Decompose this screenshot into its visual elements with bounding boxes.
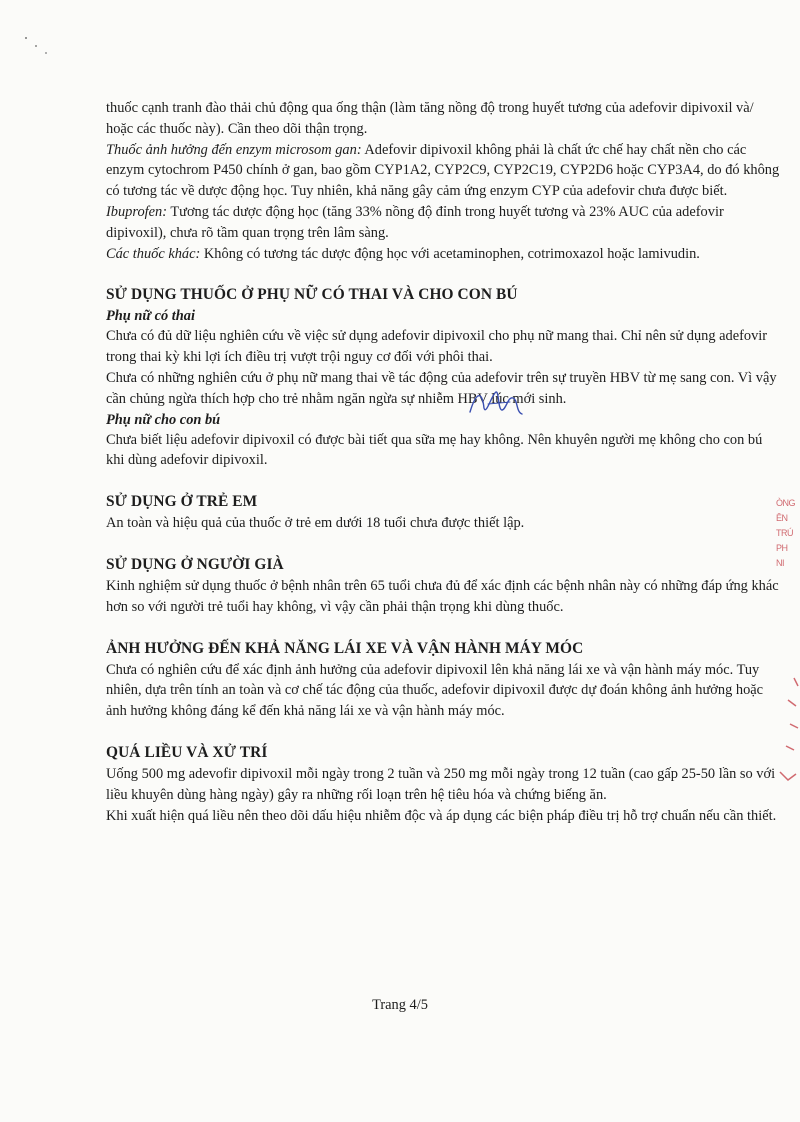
section-title-overdose: QUÁ LIỀU VÀ XỬ TRÍ bbox=[106, 743, 268, 761]
elderly-paragraph: Kinh nghiệm sử dụng thuốc ở bệnh nhân trên 65 tuổi chưa đủ để xác định các bệnh nhân này có những đáp ứng khác hơn so với người trẻ tuổi hay không, vì vậy cần phải thận trọng khi dùng thuốc. bbox=[106, 577, 779, 615]
overdose-paragraph-2: Khi xuất hiện quá liều nên theo dõi dấu hiệu nhiễm độc và áp dụng các biện pháp điều trị hỗ trợ chuẩn nếu cần thiết. bbox=[106, 807, 777, 824]
stamp-text: ÒNG bbox=[776, 498, 796, 508]
stamp-text: ÊN bbox=[776, 513, 788, 523]
stamp-fragment bbox=[776, 496, 800, 571]
interaction-lead: Ibuprofen: bbox=[106, 203, 168, 220]
subsection-title-nursing: Phụ nữ cho con bú bbox=[106, 411, 221, 428]
children-paragraph: An toàn và hiệu quả của thuốc ở trẻ em dưới 18 tuổi chưa được thiết lập. bbox=[106, 515, 525, 532]
interaction-text: Tương tác dược động học (tăng 33% nồng độ đỉnh trong huyết tương và 23% AUC của adefovir dipivoxil), chưa rõ tầm quan trọng trên lâm sàng. bbox=[106, 203, 724, 241]
interaction-lead: Thuốc ảnh hưởng đến enzym microsom gan: bbox=[106, 141, 362, 158]
interaction-text: Không có tương tác dược động học với acetaminophen, cotrimoxazol hoặc lamivudin. bbox=[200, 245, 700, 262]
section-title-pregnancy: SỬ DỤNG THUỐC Ở PHỤ NỮ CÓ THAI VÀ CHO CON BÚ bbox=[106, 286, 518, 304]
interaction-lead: Các thuốc khác: bbox=[106, 245, 201, 262]
interaction-microsomal bbox=[106, 140, 781, 202]
overdose-paragraph-1: Uống 500 mg adevofir dipivoxil mỗi ngày trong 2 tuần và 250 mg mỗi ngày trong 12 tuần (cao gấp 25-50 lần so với liều khuyên dùng hàng ngày) gây ra những rối loạn trên hệ tiêu hóa và chứng biếng ăn. bbox=[106, 765, 776, 803]
pregnant-paragraph-1: Chưa có đủ dữ liệu nghiên cứu về việc sử dụng adefovir dipivoxil cho phụ nữ mang thai. Chỉ nên sử dụng adefovir trong thai kỳ khi lợi ích điều trị vượt trội nguy cơ đối với phôi thai. bbox=[106, 328, 768, 366]
stamp-text: NI bbox=[776, 558, 784, 568]
section-title-driving: ẢNH HƯỞNG ĐẾN KHẢ NĂNG LÁI XE VÀ VẬN HÀNH MÁY MÓC bbox=[106, 639, 584, 657]
stamp-edge-marks bbox=[776, 676, 800, 786]
subsection-title-pregnant: Phụ nữ có thai bbox=[106, 308, 195, 325]
scan-artifact bbox=[22, 36, 52, 56]
section-title-elderly: SỬ DỤNG Ở NGƯỜI GIÀ bbox=[106, 555, 284, 573]
section-title-children: SỬ DỤNG Ở TRẺ EM bbox=[106, 493, 258, 511]
interaction-other-drugs bbox=[106, 244, 781, 265]
page-number: Trang 4/5 bbox=[372, 997, 428, 1013]
document-body bbox=[106, 98, 781, 826]
pregnant-paragraph-2: Chưa có những nghiên cứu ở phụ nữ mang thai về tác động của adefovir trên sự truyền HBV từ mẹ sang con. Vì vậy cần chủng ngừa thích hợp cho trẻ nhằm ngăn ngừa sự nhiễm HBV lúc mới sinh. bbox=[106, 369, 777, 407]
stamp-text: TRÚ bbox=[776, 528, 793, 538]
signature-scribble bbox=[466, 386, 526, 420]
interaction-continuation: thuốc cạnh tranh đào thải chủ động qua ống thận (làm tăng nồng độ trong huyết tương của adefovir dipivoxil và/ hoặc các thuốc này). Cần theo dõi thận trọng. bbox=[106, 100, 754, 137]
stamp-text: PH bbox=[776, 543, 788, 553]
interaction-text: Adefovir dipivoxil không phải là chất ức chế hay chất nền cho các enzym cytochrom P450 chính ở gan, bao gồm CYP1A2, CYP2C9, CYP2C19, CYP2D6 hoặc CYP3A4, do đó không có tương tác về dược động học. Tuy nhiên, khả năng gây cảm ứng enzym CYP của adefovir chưa được biết. bbox=[106, 141, 780, 200]
interaction-ibuprofen bbox=[106, 202, 781, 244]
driving-paragraph: Chưa có nghiên cứu để xác định ảnh hưởng của adefovir dipivoxil lên khả năng lái xe và vận hành máy móc. Tuy nhiên, dựa trên tính an toàn và cơ chế tác động của thuốc, adefovir dipivoxil được dự đoán không ảnh hưởng hoặc ảnh hưởng không đáng kể đến khả năng lái xe và vận hành máy móc. bbox=[106, 661, 764, 720]
nursing-paragraph: Chưa biết liệu adefovir dipivoxil có được bài tiết qua sữa mẹ hay không. Nên khuyên người mẹ không cho con bú khi dùng adefovir dipivoxil. bbox=[106, 431, 763, 469]
